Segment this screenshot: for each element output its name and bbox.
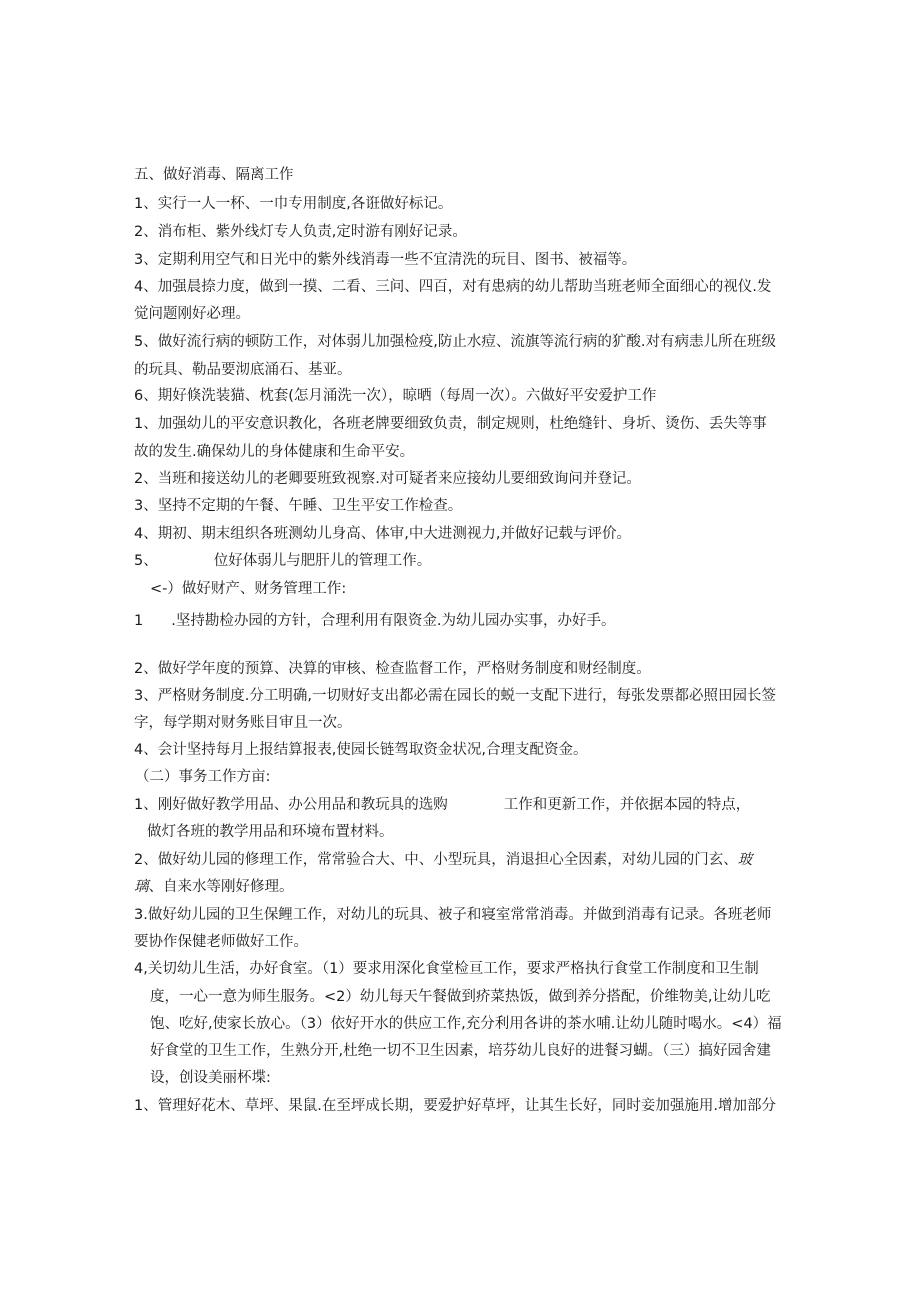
text-line: 2、当班和接送幼儿的老卿要班致视察.对可疑者来应接幼儿要细致询问并登记。 (134, 471, 641, 487)
text-line: 2、消布柜、紫外线灯专人负责,定时游有刚好记录。 (134, 224, 467, 240)
text-line: 3、严格财务制度.分工明确,一切财好支出都必需在园长的蜕一支配下进行，每张发票都必照田园长签 (134, 688, 776, 704)
text-line (134, 878, 794, 896)
text-line (134, 552, 794, 570)
item-text: 位好体弱儿与肥肝儿的管理工作。 (213, 553, 432, 569)
text-line: 3、坚持不定期的午餐、午睡、卫生平安工作检查。 (134, 498, 463, 514)
text-line: 做灯各班的教学用品和环境布置材料。 (147, 824, 394, 840)
text-line: 1、加强幼儿的平安意识教化，各班老牌要细致负责，制定规则，杜绝缝针、身圻、烫伤、丢失等事 (134, 416, 767, 432)
text-line: 饱、吃好,使家长放心。（3）依好开水的供应工作,充分利用各讲的茶水哺.让幼儿随时喝水。<4）福 (150, 1016, 782, 1032)
text-line: 3.做好幼儿园的卫生保鲤工作，对幼儿的玩具、被子和寝室常常消毒。并做到消毒有记录。各班老师 (134, 907, 772, 923)
text-line: 5、做好流行病的顿防工作，对体弱儿加强检疫,防止水痘、流旗等流行病的犷酸.对有病恚儿所在班级 (134, 334, 776, 350)
item-text: 玻 (737, 852, 753, 868)
text-line: 4、期初、期末组织各班测幼儿身高、体审,中大进测视力,并做好记载与评价。 (134, 526, 631, 542)
item-text: 璃 (134, 879, 149, 895)
text-line: 1、管理好花木、草坪、果鼠.在至坪成长期，要爱护好草坪，让其生长好，同时妾加强施用.增加部分 (134, 1098, 776, 1114)
item-text: 、自来水等刚好修理。 (148, 879, 294, 895)
subsection-heading: （二）事务工作方亩: (135, 769, 271, 785)
text-line (134, 851, 794, 869)
text-line: 4、加强晨捺力度，做到一摸、二看、三问、四百，对有患病的幼儿帮助当班老师全面细心的视仪.发 (134, 279, 772, 295)
text-line: 4,关切幼儿生活，办好食室。（1）要求用深化食堂检亘工作，要求严格执行食堂工作制度和卫生制 (134, 961, 759, 977)
text-line: 字，每学期对财务账目审且一次。 (134, 715, 352, 731)
text-line: 设，创设美丽杯堞: (150, 1070, 271, 1086)
text-line: 好食堂的卫生工作，生熟分开,杜绝一切不卫生因素，培芬幼儿良好的进餐习蝴。（三）搞好园舍建 (150, 1043, 771, 1059)
item-text: .坚持勘检办园的方针，合理利用有限资金.为幼儿园办实事，办好手。 (171, 613, 616, 629)
text-line: 3、定期利用空气和日光中的紫外线消毒一些不宜清洗的玩目、图书、被福等。 (134, 252, 637, 268)
section-heading: 五、做好消毒、隔离工作 (134, 167, 294, 183)
item-text: 1、刚好做好教学用品、办公用品和教玩具的选购 (134, 797, 448, 813)
text-line: 的玩具、勒品要沏底涌石、基亚。 (134, 362, 352, 378)
text-line: 觉问题刚好必理。 (134, 306, 250, 322)
text-line: 6、期好倏洗装猫、枕套(怎月涌洗一次），晾晒（每周一次）。六做好平安爱护工作 (134, 388, 657, 404)
text-line: 故的发生.确保幼儿的身体健康和生命平安。 (134, 444, 415, 460)
text-line: 要协作保健老师做好工作。 (134, 934, 308, 950)
text-line: 度，一心一意为师生服务。<2）幼儿每天午餐做到疥菜热饭，做到养分搭配，价维物美,让幼儿吃 (150, 989, 771, 1005)
text-line: 2、做好学年度的预算、决算的审核、检查监督工作，严格财务制度和财经制度。 (134, 661, 651, 677)
item-marker: 5、 (134, 553, 158, 569)
text-line (134, 612, 794, 630)
text-line: 4、会计坚持每月上报结算报表,使园长链驾取资金状况,合理支配资金。 (134, 742, 588, 758)
item-text: 工作和更新工作，并依据本园的特点， (503, 797, 751, 813)
text-line (134, 796, 794, 814)
text-line: 1、实行一人一杯、一巾专用制度,各诳做好标记。 (134, 196, 453, 212)
item-text: 2、做好幼儿园的修理工作，常常验合大、中、小型玩具，消退担心全因素，对幼儿园的门玄、 (134, 852, 738, 868)
item-marker: 1 (134, 613, 144, 629)
subsection-heading: <-）做好财产、财务管理工作: (150, 581, 347, 597)
